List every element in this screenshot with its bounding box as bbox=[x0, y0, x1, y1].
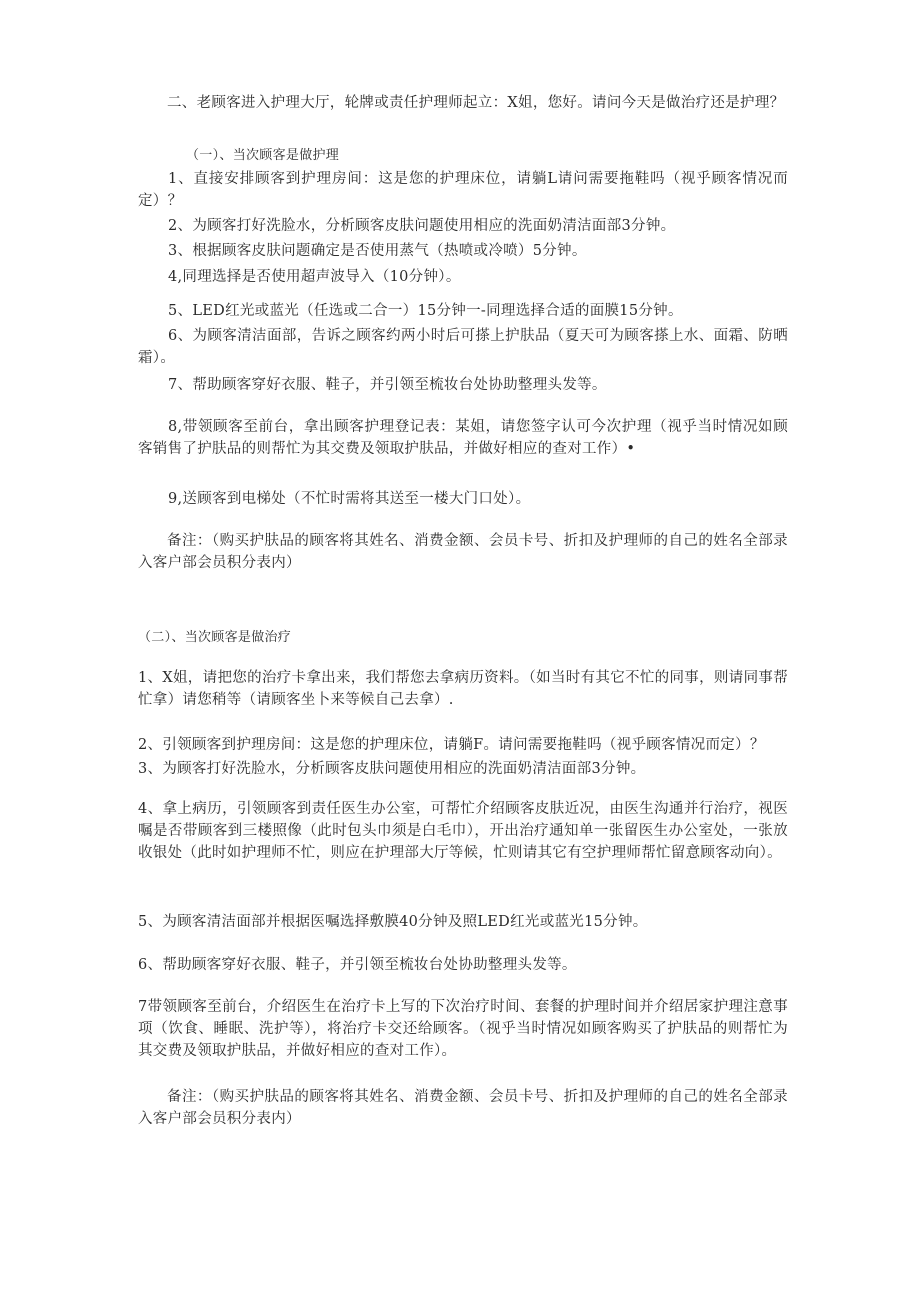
part1-step-8: 8,带领顾客至前台，拿出顾客护理登记表：某姐，请您签字认可今次护理（视乎当时情况如顾客销售了护肤品的则帮忙为其交费及领取护肤品，并做好相应的查对工作）• bbox=[138, 419, 788, 457]
part1-step-5: 5、LED红光或蓝光（任选或二合一）15分钟一-同理选择合适的面膜15分钟。 bbox=[168, 303, 683, 319]
section2-intro: 二、老顾客进入护理大厅，轮牌或责任护理师起立：X姐，您好。请问今天是做治疗还是护理？ bbox=[167, 95, 785, 111]
part2-step-3: 3、为顾客打好洗脸水，分析顾客皮肤问题使用相应的洗面奶清洁面部3分钟。 bbox=[138, 761, 646, 777]
part1-step-3: 3、根据顾客皮肤问题确定是否使用蒸气（热喷或冷喷）5分钟。 bbox=[168, 243, 587, 259]
part2-step-6: 6、帮助顾客穿好衣服、鞋子，并引领至梳妆台处协助整理头发等。 bbox=[138, 957, 577, 973]
part2-step-1: 1、X姐，请把您的治疗卡拿出来，我们帮您去拿病历资料。（如当时有其它不忙的同事，则请同事帮忙拿）请您稍等（请顾客坐卜来等候自己去拿）. bbox=[138, 670, 788, 708]
part2-heading: （二）、当次顾客是做治疗 bbox=[138, 630, 292, 645]
part1-step-1: 1、直接安排顾客到护理房间：这是您的护理床位，请躺L请问需要拖鞋吗（视乎顾客情况而定）？ bbox=[138, 171, 788, 209]
part1-step-6: 6、为顾客清洁面部，告诉之顾客约两小时后可搽上护肤品（夏天可为顾客搽上水、面霜、防晒霜）。 bbox=[138, 328, 788, 366]
part1-step-9: 9,送顾客到电梯处（不忙时需将其送至一楼大门口处）。 bbox=[168, 491, 531, 507]
part1-step-4: 4,同理选择是否使用超声波导入（10分钟）。 bbox=[168, 269, 461, 285]
part1-step-2: 2、为顾客打好洗脸水，分析顾客皮肤问题使用相应的洗面奶清洁面部3分钟。 bbox=[168, 218, 676, 234]
part1-step-7: 7、帮助顾客穿好衣服、鞋子，并引领至梳妆台处协助整理头发等。 bbox=[168, 377, 607, 393]
part2-step-7: 7带领顾客至前台，介绍医生在治疗卡上写的下次治疗时间、套餐的护理时间并介绍居家护理注意事项（饮食、睡眠、洗护等），将治疗卡交还给顾客。（视乎当时情况如顾客购买了护肤品的则帮忙为其交费及领取护肤品，并做好相应的查对工作）。 bbox=[138, 999, 788, 1059]
part2-note: 备注：（购买护肤品的顾客将其姓名、消费金额、会员卡号、折扣及护理师的自己的姓名全部录入客户部会员积分表内） bbox=[138, 1089, 788, 1127]
part2-step-2: 2、引领顾客到护理房间：这是您的护理床位，请躺F。请问需要拖鞋吗（视乎顾客情况而定）？ bbox=[138, 737, 765, 753]
part2-step-5: 5、为顾客清洁面部并根据医嘱选择敷膜40分钟及照LED红光或蓝光15分钟。 bbox=[138, 914, 648, 930]
part1-heading: （一）、当次顾客是做护理 bbox=[186, 148, 340, 163]
part2-step-4: 4、拿上病历，引领顾客到责任医生办公室，可帮忙介绍顾客皮肤近况，由医生沟通并行治疗，视医嘱是否带顾客到三楼照像（此时包头巾须是白毛巾），开出治疗通知单一张留医生办公室处，一张放收银处（此时如护理师不忙，则应在护理部大厅等候，忙则请其它有空护理师帮忙留意顾客动向）。 bbox=[138, 801, 788, 861]
part1-note: 备注：（购买护肤品的顾客将其姓名、消费金额、会员卡号、折扣及护理师的自己的姓名全部录入客户部会员积分表内） bbox=[138, 533, 788, 571]
